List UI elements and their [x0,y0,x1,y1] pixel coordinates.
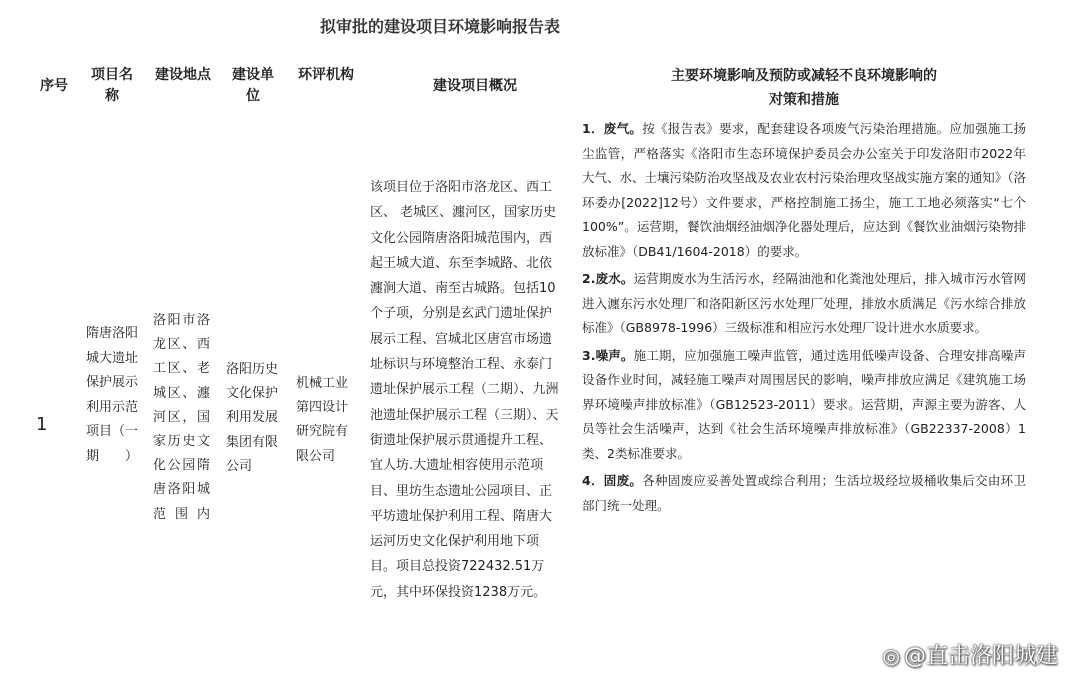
table-title: 拟审批的建设项目环境影响报告表 [319,17,560,36]
measures-cell [582,117,1026,521]
watermark: ◎ @直击洛阳城建 [882,644,1058,669]
header-name: 项目名称 [91,67,133,104]
measure-noise: 3.噪声。施工期，应加强施工噪声监管，通过选用低噪声设备、合理安排高噪声设备作业时间，减轻施工噪声对周围居民的影响，噪声排放应满足《建筑施工场界环境噪声排放标准》（GB12523-2011）要求。运营期，声源主要为游客、人员等社会生活噪声，达到《社会生活环境噪声排放标准》（GB22337-2008）1类、2类标准要求。 [582,347,1026,461]
header-location: 建设地点 [155,67,211,83]
eia-cell: 机械工业第四设计研究院有限公司 [296,376,349,464]
header-measures-line2: 对策和措施 [769,92,839,108]
row-seq: 1 [36,414,48,435]
measure-solid-waste: 4．固废。各种固废应妥善处置或综合利用；生活垃圾经垃圾桶收集后交由环卫部门统一处理。 [582,473,1026,513]
project-name-cell: 隋唐洛阳城大遗址保护展示利用示范项目（一期） [86,326,139,464]
header-seq: 序号 [40,78,68,94]
camera-icon: ◎ [882,644,900,668]
measure-water: 2.废水。运营期废水为生活污水，经隔油池和化粪池处理后，排入城市污水管网进入瀍东污水处理厂和洛阳新区污水处理厂处理，排放水质满足《污水综合排放标准》（GB8978-1996）三级标准和相应污水处理厂设计进水水质要求。 [582,271,1026,335]
header-measures-line1: 主要环境影响及预防或减轻不良环境影响的 [671,68,937,84]
overview-cell: 该项目位于洛阳市洛龙区、西工区、 老城区、瀍河区，国家历史文化公园隋唐洛阳城范围内，西起王城大道、东至李城路、北依瀍涧大道、南至古城路。包括10个子项，分别是玄武门遗址保护展示工程、宫城北区唐宫市场遗址标识与环境整治工程、永泰门遗址保护展示工程（二期）、九洲池遗址保护展示工程（三期）、天街遗址保护展示贯通提升工程、宜人坊.大遗址相容使用示范项目、里坊生态遗址公园项目、正平坊遗址保护利用工程、隋唐大运河历史文化保护利用地下项目。项目总投资722432.51万元，其中环保投资1238万元。 [370,180,559,600]
header-eia: 环评机构 [298,67,354,83]
header-unit: 建设单位 [232,67,274,104]
location-cell: 洛阳市洛龙区、西工区、老城区、瀍河区，国家历史文化公园隋唐洛阳城范围内 [153,313,210,522]
measure-air: 1．废气。按《报告表》要求，配套建设各项废气污染治理措施。应加强施工扬尘监管，严格落实《洛阳市生态环境保护委员会办公室关于印发洛阳市2022年大气、水、土壤污染防治攻坚战及农业农村污染治理攻坚战实施方案的通知》（洛环委办[2022]12号）文件要求，严格控制施工扬尘，施工工地必须落实“七个100%”。运营期，餐饮油烟经油烟净化器处理后，应达到《餐饮业油烟污染物排放标准》（DB41/1604-2018）的要求。 [582,121,1026,259]
header-overview: 建设项目概况 [433,78,517,94]
unit-cell: 洛阳历史文化保护利用发展集团有限公司 [226,362,279,474]
